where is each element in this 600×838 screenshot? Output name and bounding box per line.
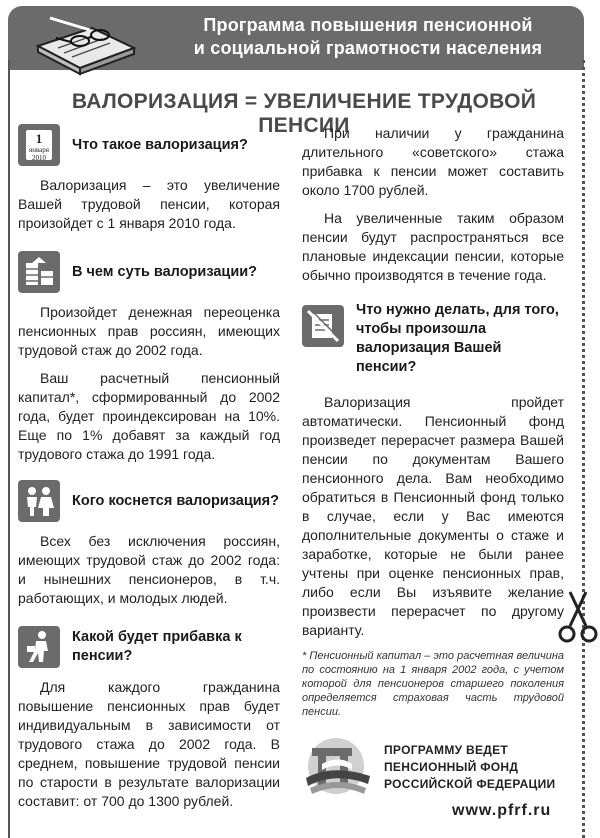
section-whom-title: Кого коснется валоризация? <box>72 492 279 509</box>
section-todo-title: Что нужно делать, для того, чтобы произошла валоризация Вашей пенсии? <box>356 302 559 375</box>
right-column <box>302 124 564 719</box>
section-increase-text: Для каждого гражданина повышение пенсионных прав будет индивидуальным в зависимости от трудового стажа до 2002 года. В среднем, повышение трудовой пенсии по старости в результате валоризации составит: от 700 до 1300 рублей. <box>18 679 280 809</box>
book-glasses-icon <box>30 8 140 78</box>
right-text-1: При наличии у гражданина длительного «советского» стажа прибавка к пенсии может составить около 1700 рублей. <box>302 125 564 198</box>
person-icon <box>18 626 60 668</box>
section-what-text: Валоризация – это увеличение Вашей трудовой пенсии, которая произойдет с 1 января 2010 года. <box>18 177 280 231</box>
people-icon <box>18 480 60 522</box>
pfr-line3: РОССИЙСКОЙ ФЕДЕРАЦИИ <box>384 777 556 791</box>
scissors-icon <box>558 590 598 644</box>
pfr-block <box>302 728 572 828</box>
header-banner <box>8 6 584 70</box>
no-documents-icon <box>302 305 344 347</box>
section-essence-header <box>18 251 280 293</box>
calendar-icon <box>18 124 60 166</box>
section-what-title: Что такое валоризация? <box>72 136 248 153</box>
section-essence-text-1: Произойдет денежная переоценка пенсионных прав россиян, имеющих трудовой стаж до 2002 года. <box>18 304 280 358</box>
calendar-month: января <box>28 146 49 154</box>
pfr-url-link[interactable]: www.pfrf.ru <box>452 802 552 819</box>
section-todo-text: Валоризация пройдет автоматически. Пенсионный фонд произведет перерасчет размера Вашей пенсии по документам Вашего пенсионного дела. Вам необходимо обратиться в Пенсионный фонд только в случае, если у Вас имеются дополнительные документы о стаже и заработке, которые не были ранее учтены при оценке пенсионных прав, либо если Вы изъявите желание произвести перерасчет по другому варианту. <box>302 394 564 638</box>
pfr-text <box>384 742 555 793</box>
section-whom-text: Всех без исключения россиян, имеющих трудовой стаж до 2002 года: и нынешних пенсионеров, в т.ч. работающих, и молодых людей. <box>18 533 280 606</box>
pfr-line2: ПЕНСИОННЫЙ ФОНД <box>384 760 519 774</box>
section-increase-title: Какой будет прибавка к пенсии? <box>72 629 242 664</box>
section-increase-header <box>18 626 280 668</box>
cut-line-dotted <box>582 60 585 838</box>
section-essence-text-2: Ваш расчетный пенсионный капитал*, сформированный до 2002 года, будет проиндексирован на 10%. Еще по 1% добавят за каждый год трудового стажа до 1991 года. <box>18 370 280 462</box>
calendar-day: 1 <box>35 131 43 146</box>
coins-icon <box>18 251 60 293</box>
pfr-line1: ПРОГРАММУ ВЕДЕТ <box>384 743 509 757</box>
header-title <box>158 14 578 60</box>
frame-left-border <box>8 60 10 838</box>
pfr-logo-icon <box>302 730 374 802</box>
left-column <box>18 124 280 820</box>
calendar-year: 2010 <box>32 154 46 162</box>
section-what-header <box>18 124 280 166</box>
main-title: ВАЛОРИЗАЦИЯ = УВЕЛИЧЕНИЕ ТРУДОВОЙ ПЕНСИИ <box>71 90 537 137</box>
footnote: * Пенсионный капитал – это расчетная величина по состоянию на 1 января 2002 года, с учетом которой для пенсионеров старшего поколения определяется страховая часть трудовой пенсии. <box>302 650 564 718</box>
section-todo-header <box>302 301 564 377</box>
section-whom-header <box>18 480 280 522</box>
right-text-2: На увеличенные таким образом пенсии будут распространяться все плановые индексации пенсии, которые обычно производятся в течение года. <box>302 210 564 283</box>
header-title-line1: Программа повышения пенсионной <box>203 15 533 35</box>
header-title-line2: и социальной грамотности населения <box>193 38 543 58</box>
section-essence-title: В чем суть валоризации? <box>72 263 258 280</box>
